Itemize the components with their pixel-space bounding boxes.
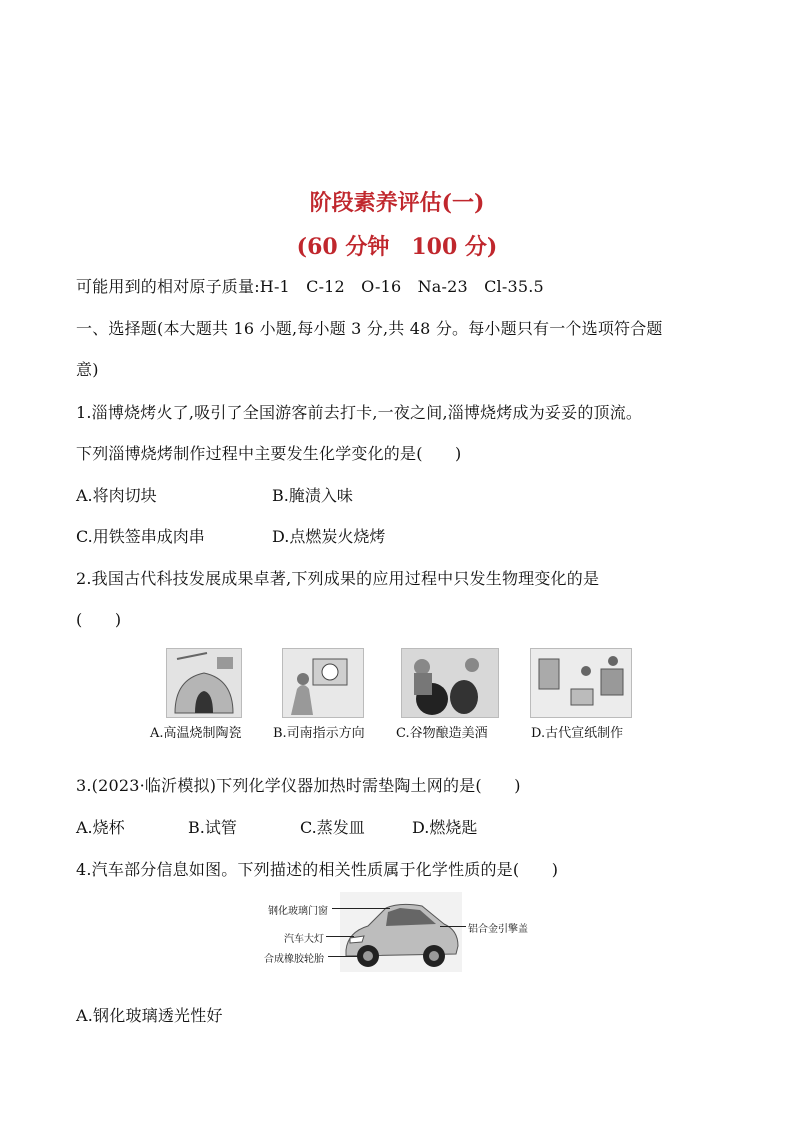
q2-image-a-pottery-kiln [166, 648, 242, 718]
q2-caption-d: D.古代宣纸制作 [531, 726, 624, 741]
q4-label-aluminum-hood: 铝合金引擎盖 [468, 924, 528, 935]
q4-label-headlight: 汽车大灯 [284, 934, 324, 945]
q1-stem-line1: 1.淄博烧烤火了,吸引了全国游客前去打卡,一夜之间,淄博烧烤成为妥妥的顶流。 [76, 403, 643, 422]
q2-stem-line2: ( ) [76, 610, 122, 629]
q3-option-c: C.蒸发皿 [300, 818, 365, 837]
q4-option-a: A.钢化玻璃透光性好 [76, 1006, 223, 1025]
q4-leader-line [328, 956, 362, 957]
q1-option-c: C.用铁签串成肉串 [76, 527, 205, 546]
q2-caption-b: B.司南指示方向 [273, 726, 365, 741]
section-heading-line2: 意) [76, 360, 99, 379]
page-title: 阶段素养评估(一) [309, 190, 485, 216]
q2-image-d-paper-making [530, 648, 632, 718]
q3-option-b: B.试管 [188, 818, 237, 837]
q1-option-a: A.将肉切块 [76, 486, 157, 505]
q4-leader-line [326, 936, 354, 937]
q2-image-b-sinan-compass [282, 648, 364, 718]
q2-caption-c: C.谷物酿造美酒 [396, 726, 488, 741]
atomic-masses: 可能用到的相对原子质量:H-1 C-12 O-16 Na-23 Cl-35.5 [76, 277, 544, 296]
q4-stem: 4.汽车部分信息如图。下列描述的相关性质属于化学性质的是( ) [76, 860, 559, 879]
q2-stem-line1: 2.我国古代科技发展成果卓著,下列成果的应用过程中只发生物理变化的是 [76, 569, 600, 588]
q2-caption-a: A.高温烧制陶瓷 [150, 726, 242, 741]
page-subtitle: (60 分钟 100 分) [296, 234, 498, 260]
q4-label-tire: 合成橡胶轮胎 [264, 954, 324, 965]
section-heading-line1: 一、选择题(本大题共 16 小题,每小题 3 分,共 48 分。每小题只有一个选项符合题 [76, 319, 663, 338]
q1-option-d: D.点燃炭火烧烤 [272, 527, 386, 546]
q4-car-image [340, 892, 462, 972]
q4-leader-line [440, 926, 466, 927]
q3-stem: 3.(2023·临沂模拟)下列化学仪器加热时需垫陶土网的是( ) [76, 776, 521, 795]
q3-option-a: A.烧杯 [76, 818, 125, 837]
q4-leader-line [332, 908, 390, 909]
q1-stem-line2: 下列淄博烧烤制作过程中主要发生化学变化的是( ) [76, 444, 462, 463]
q2-image-c-wine-brewing [401, 648, 499, 718]
q1-option-b: B.腌渍入味 [272, 486, 353, 505]
q3-option-d: D.燃烧匙 [412, 818, 478, 837]
q4-label-tempered-glass: 钢化玻璃门窗 [268, 906, 328, 917]
